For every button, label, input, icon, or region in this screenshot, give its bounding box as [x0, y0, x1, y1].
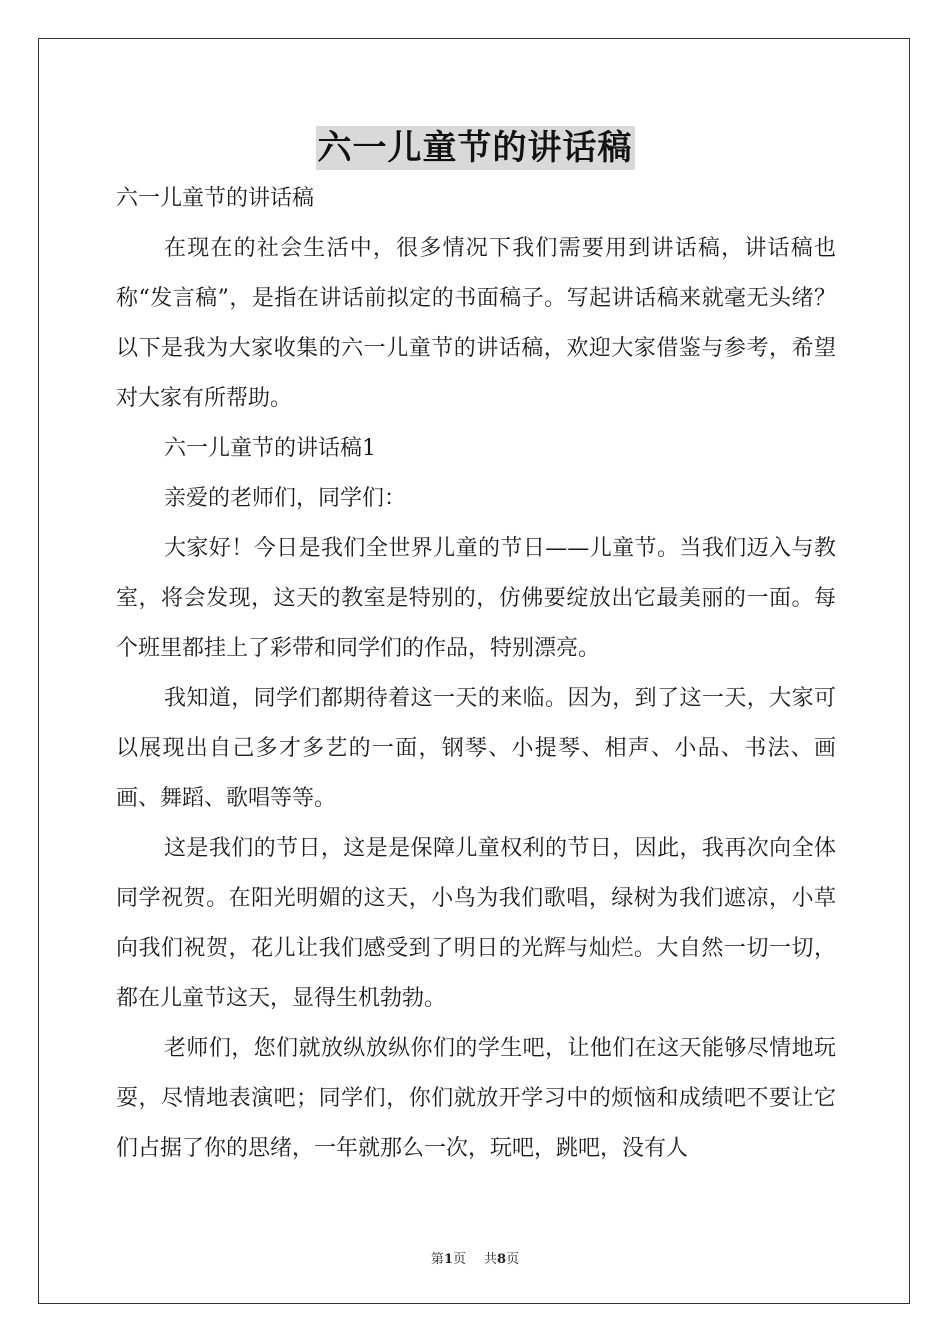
- total-pages-number: 8: [497, 1252, 507, 1267]
- document-body: [116, 174, 836, 1174]
- title-area: [0, 126, 950, 170]
- page-prefix: 第: [430, 1252, 444, 1267]
- total-suffix: 页: [506, 1252, 520, 1267]
- paragraph: 我知道，同学们都期待着这一天的来临。因为，到了这一天，大家可以展现出自己多才多艺的一面，钢琴、小提琴、相声、小品、书法、画画、舞蹈、歌唱等等。: [116, 686, 836, 811]
- page-footer: [0, 1248, 950, 1267]
- document-title: 六一儿童节的讲话稿: [317, 128, 633, 168]
- paragraph: 在现在的社会生活中，很多情况下我们需要用到讲话稿，讲话稿也称“发言稿”，是指在讲话前拟定的书面稿子。写起讲话稿来就毫无头绪？以下是我为大家收集的六一儿童节的讲话稿，欢迎大家借鉴与参考，希望对大家有所帮助。: [116, 236, 836, 411]
- paragraph: 亲爱的老师们，同学们：: [164, 486, 407, 511]
- paragraph: 大家好！今日是我们全世界儿童的节日——儿童节。当我们迈入与教室，将会发现，这天的教室是特别的，仿佛要绽放出它最美丽的一面。每个班里都挂上了彩带和同学们的作品，特别漂亮。: [116, 536, 836, 661]
- total-prefix: 共: [484, 1252, 498, 1267]
- paragraph: 六一儿童节的讲话稿: [116, 186, 315, 211]
- current-page-number: 1: [443, 1252, 453, 1267]
- paragraph: 这是我们的节日，这是是保障儿童权利的节日，因此，我再次向全体同学祝贺。在阳光明媚的这天，小鸟为我们歌唱，绿树为我们遮凉，小草向我们祝贺，花儿让我们感受到了明日的光辉与灿烂。大自然一切一切，都在儿童节这天，显得生机勃勃。: [116, 836, 836, 1011]
- page-suffix: 页: [452, 1252, 466, 1267]
- section-heading: 六一儿童节的讲话稿1: [164, 436, 376, 461]
- paragraph: 老师们，您们就放纵放纵你们的学生吧，让他们在这天能够尽情地玩耍，尽情地表演吧；同学们，你们就放开学习中的烦恼和成绩吧不要让它们占据了你的思绪，一年就那么一次，玩吧，跳吧，没有人: [116, 1036, 836, 1161]
